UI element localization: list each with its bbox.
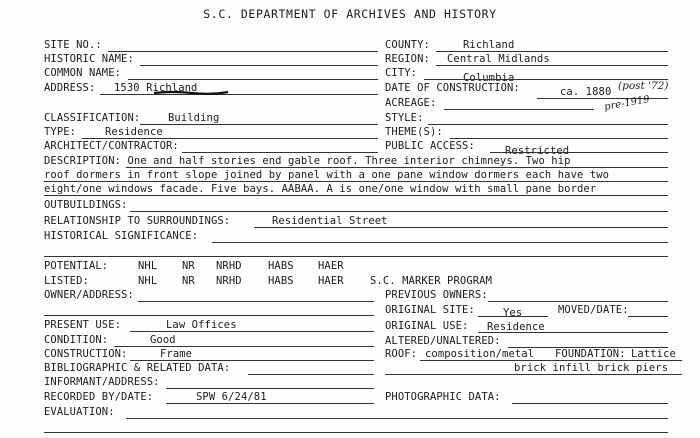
form-title: S.C. DEPARTMENT OF ARCHIVES AND HISTORY — [203, 7, 497, 21]
description-line-2: roof dormers in front slope joined by panel with a one pane window dormers each have two — [44, 169, 610, 181]
historical-significance-label: HISTORICAL SIGNIFICANCE: — [44, 230, 199, 242]
outbuildings-label: OUTBUILDINGS: — [44, 199, 128, 211]
classification-line — [140, 124, 378, 125]
acreage-line — [444, 109, 594, 110]
architect-label: ARCHITECT/CONTRACTOR: — [44, 140, 179, 152]
historic-name-line — [140, 65, 378, 66]
style-label: STYLE: — [385, 112, 424, 124]
potential-nrhd: NRHD — [216, 260, 242, 272]
address-underline-mark — [152, 88, 232, 98]
region-value: Central Midlands — [447, 53, 550, 65]
relationship-label: RELATIONSHIP TO SURROUNDINGS: — [44, 215, 231, 227]
relationship-line — [254, 227, 668, 228]
evaluation-label: EVALUATION: — [44, 406, 115, 418]
potential-label: POTENTIAL: — [44, 260, 109, 272]
themes-label: THEME(S): — [385, 126, 443, 138]
county-value: Richland — [463, 39, 515, 51]
type-line — [82, 138, 378, 139]
site-no-label: SITE NO.: — [44, 39, 102, 51]
date-construction-value: ca. 1880 — [560, 86, 612, 98]
moved-date-line — [628, 316, 668, 317]
relationship-value: Residential Street — [272, 215, 388, 227]
listed-label: LISTED: — [44, 275, 89, 287]
original-site-line — [478, 316, 548, 317]
owner-address-line — [138, 301, 374, 302]
date-handwritten-note: (post '72) — [618, 80, 669, 92]
photographic-label: PHOTOGRAPHIC DATA: — [385, 391, 501, 403]
county-label: COUNTY: — [385, 39, 430, 51]
potential-nhl: NHL — [138, 260, 158, 272]
type-label: TYPE: — [44, 126, 77, 138]
address-label: ADDRESS: — [44, 82, 96, 94]
foundation-value: Lattice — [631, 348, 676, 360]
roof-value: composition/metal — [425, 348, 535, 360]
original-site-label: ORIGINAL SITE: — [385, 304, 475, 316]
potential-nr: NR — [182, 260, 195, 272]
evaluation-line — [126, 418, 668, 419]
owner-address-label: OWNER/ADDRESS: — [44, 289, 134, 301]
recorded-value: SPW 6/24/81 — [196, 391, 267, 403]
date-handwritten-note-2: pre-1919 — [603, 94, 651, 113]
construction-line — [130, 360, 374, 361]
classification-label: CLASSIFICATION: — [44, 112, 141, 124]
roof-line — [420, 360, 682, 361]
common-name-line — [128, 79, 378, 80]
listed-haer: HAER — [318, 275, 344, 287]
historic-name-label: HISTORIC NAME: — [44, 53, 134, 65]
public-access-value: Restricted — [505, 145, 570, 157]
photographic-line — [512, 403, 668, 404]
owner-address-line-2 — [44, 315, 374, 316]
public-access-label: PUBLIC ACCESS: — [385, 140, 475, 152]
address-line — [100, 94, 378, 95]
informant-line — [166, 388, 374, 389]
foundation-value-2: brick infill brick piers — [514, 362, 669, 374]
description-rule-2 — [44, 181, 668, 182]
common-name-label: COMMON NAME: — [44, 67, 122, 79]
city-label: CITY: — [385, 67, 418, 79]
description-line-1: DESCRIPTION: One and half stories end gable roof. Three interior chimneys. Two hip — [44, 155, 571, 167]
themes-line — [450, 138, 668, 139]
description-line-3: eight/one windows facade. Five bays. AABAA. A is one/one window with small pane border — [44, 183, 597, 195]
listed-habs: HABS — [268, 275, 294, 287]
roof-label: ROOF: — [385, 348, 418, 360]
city-value: Columbia — [463, 72, 515, 84]
foundation-label: FOUNDATION: — [555, 348, 626, 360]
original-use-value: Residence — [487, 321, 545, 333]
condition-line — [114, 346, 374, 347]
style-line — [428, 124, 668, 125]
original-site-value: Yes — [503, 307, 523, 319]
potential-haer: HAER — [318, 260, 344, 272]
county-line — [436, 51, 668, 52]
type-value: Residence — [105, 126, 163, 138]
recorded-label: RECORDED BY/DATE: — [44, 391, 154, 403]
marker-program-label: S.C. MARKER PROGRAM — [370, 275, 493, 287]
address-value: 1530 Richland — [114, 82, 198, 94]
acreage-label: ACREAGE: — [385, 97, 437, 109]
evaluation-line-2 — [44, 432, 668, 433]
condition-value: Good — [150, 334, 176, 346]
present-use-label: PRESENT USE: — [44, 319, 122, 331]
bibliographic-line — [248, 374, 374, 375]
original-use-line — [478, 332, 668, 333]
moved-date-label: MOVED/DATE: — [558, 304, 629, 316]
listed-nrhd: NRHD — [216, 275, 242, 287]
present-use-value: Law Offices — [166, 319, 237, 331]
altered-label: ALTERED/UNALTERED: — [385, 335, 501, 347]
construction-value: Frame — [160, 348, 193, 360]
classification-value: Building — [168, 112, 220, 124]
condition-label: CONDITION: — [44, 334, 109, 346]
section-divider — [44, 256, 668, 257]
present-use-line — [130, 331, 374, 332]
outbuildings-line — [130, 211, 668, 212]
date-construction-label: DATE OF CONSTRUCTION: — [385, 82, 520, 94]
potential-habs: HABS — [268, 260, 294, 272]
listed-nr: NR — [182, 275, 195, 287]
bibliographic-label: BIBLIOGRAPHIC & RELATED DATA: — [44, 362, 231, 374]
listed-nhl: NHL — [138, 275, 158, 287]
description-rule-3 — [44, 195, 668, 196]
foundation-line-2 — [385, 374, 682, 375]
original-use-label: ORIGINAL USE: — [385, 320, 469, 332]
site-no-line — [108, 51, 378, 52]
region-line — [436, 65, 668, 66]
recorded-line — [166, 403, 374, 404]
historical-significance-line — [212, 242, 668, 243]
region-label: REGION: — [385, 53, 430, 65]
description-rule-1 — [126, 167, 668, 168]
informant-label: INFORMANT/ADDRESS: — [44, 376, 160, 388]
construction-label: CONSTRUCTION: — [44, 348, 128, 360]
previous-owners-line — [488, 301, 668, 302]
previous-owners-label: PREVIOUS OWNERS: — [385, 289, 488, 301]
public-access-line — [490, 152, 668, 153]
architect-line — [182, 152, 378, 153]
